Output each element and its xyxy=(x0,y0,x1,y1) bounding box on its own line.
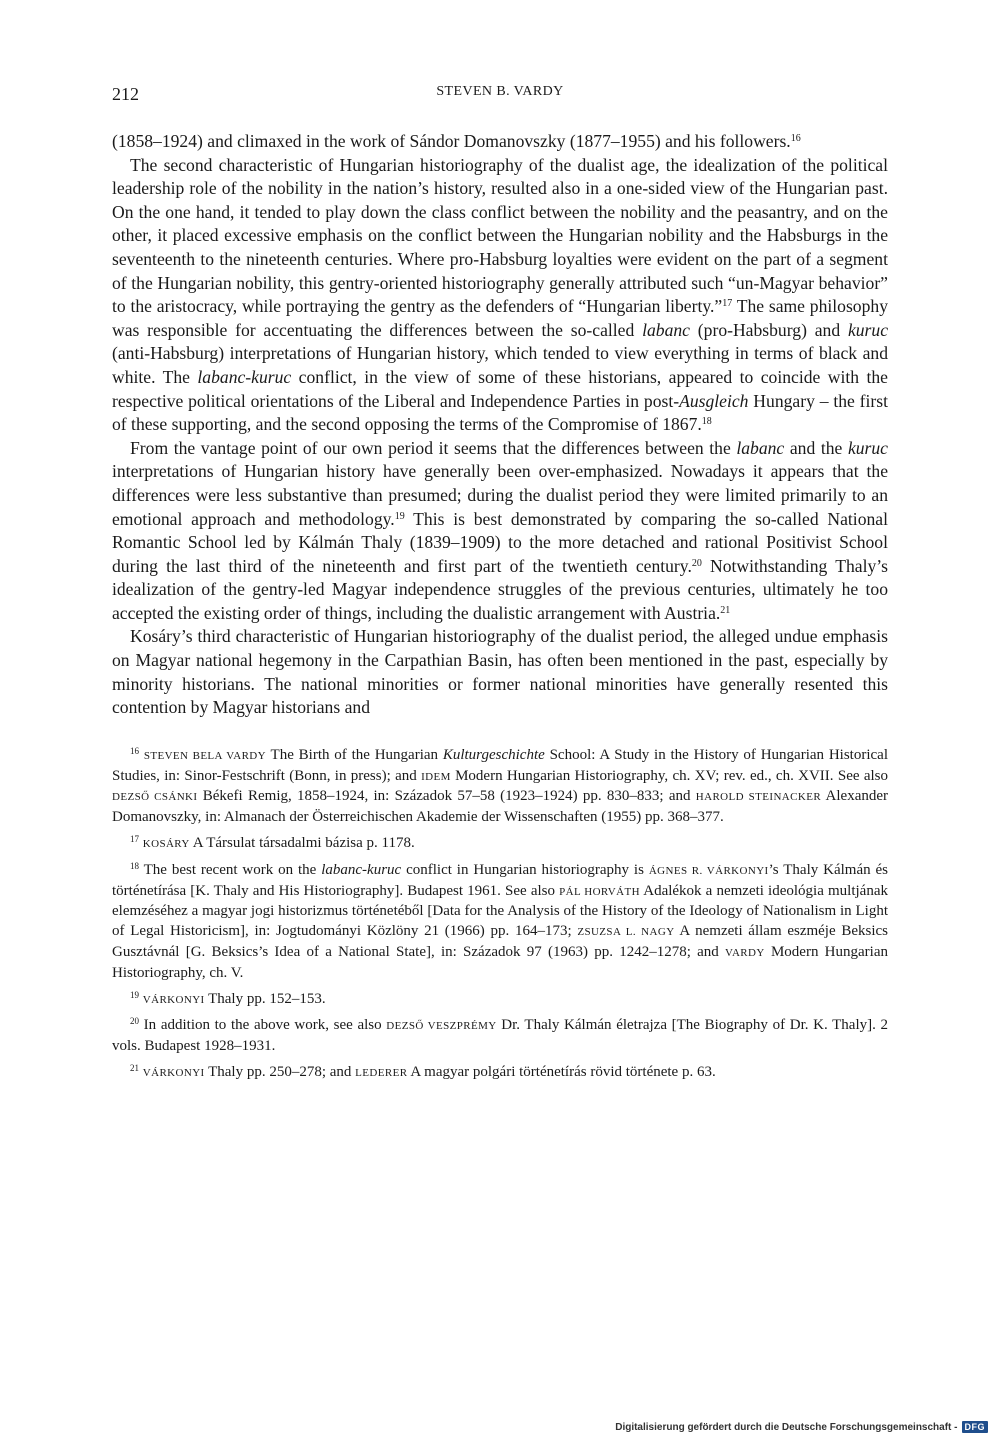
paragraph: (1858–1924) and climaxed in the work of Sándor Domanovszky (1877–1955) and his followers.$^{16}$ xyxy=(112,131,801,151)
footnote: $^{20}$ In addition to the above work, see also DEZSŐ VESZPRÉMY Dr. Thaly Kálmán életrajza [The Biography of Dr. K. Thaly]. 2 vols. Budapest 1928–1931. xyxy=(112,1016,889,1055)
footnote-ref: 18 xyxy=(701,416,712,428)
footnote-ref: 16 xyxy=(790,133,801,144)
page-number: 212 xyxy=(112,84,139,104)
paragraph: The second characteristic of Hungarian historiography of the dualist age, the idealization of the political leadership role of the nobility in the nation’s history, resulted also in a one-sided view of the Hungarian past. On the one hand, it tended to play down the class conflict between the nobility and the peasantry, and on the other, it placed excessive emphasis on the conflict between the Hungarian nobility and the Habsburgs in the seventeenth to the nineteenth centuries. Where pro-Habsburg loyalties were evident on the part of a segment of the Hungarian nobility, this gentry-oriented historiography generally attributed such “un-Magyar behavior” to the aristocracy, while portraying the gentry as the defenders of “Hungarian liberty.”$^{17}$ The same philosophy was responsible for accentuating the differences between the so-called labanc (pro-Habsburg) and kuruc (anti-Habsburg) interpretations of Hungarian history, which tended to view everything in terms of black and white. The labanc-kuruc conflict, in the view of some of these historians, appeared to coincide with the respective political orientations of the Liberal and Independence Parties in post-Ausgleich Hungary – the first of these supporting, and the second opposing the terms of the Compromise of 1867.18 xyxy=(112,154,889,435)
footnote-ref: 20 xyxy=(691,557,702,569)
footnote: $^{21}$ VÁRKONYI Thaly pp. 250–278; and LEDERER A magyar polgári történetírás rövid története p. 63. xyxy=(130,1063,716,1080)
dfg-logo-icon: DFG xyxy=(962,1421,989,1433)
footnotes xyxy=(112,746,888,1084)
paragraph: Kosáry’s third characteristic of Hungarian historiography of the dualist period, the alleged undue emphasis on Magyar national hegemony in the Carpathian Basin, has often been mentioned in the past, especially by minority historians. The national minorities or former national minorities have generally resented this contention by Magyar historians and xyxy=(112,626,888,718)
footnote-ref: 19 xyxy=(394,510,405,522)
paragraph: From the vantage point of our own period it seems that the differences between the labanc and the kuruc interpretations of Hungarian history have generally been over-emphasized. Nowadays it appears that the differences were less substantive than presumed; during the dualist period they were limited primarily to an emotional approach and methodology.$^{19}$ This is best demonstrated by comparing the so-called National Romantic School led by Kálmán Thaly (1839–1909) to the more detached and rational Positivist School during the last third of the nineteenth and first part of the twentieth century.$^{20}$ Notwithstanding Thaly’s idealization of the gentry-led Magyar independence struggles of the previous centuries, ultimately he too accepted the existing order of things, including the dualistic arrangement with Austria.$^{21}$ xyxy=(112,437,888,623)
credit-text: Digitalisierung gefördert durch die Deutsche Forschungsgemeinschaft - xyxy=(615,1421,958,1433)
footnote: $^{16}$ STEVEN BELA VARDY The Birth of the Hungarian Kulturgeschichte School: A Study in the History of Hungarian Historical Studies, in: Sinor-Festschrift (Bonn, in press); and IDEM Modern Hungarian Historiography, ch. XV; rev. ed., ch. XVII. See also DEZSŐ CSÁNKI Békefi Remig, 1858–1924, in: Századok 57–58 (1923–1924) pp. 830–833; and HAROLD STEINACKER Alexander Domanovszky, in: Almanach der Österreichischen Akademie der Wissenschaften (1955) pp. 368–377. xyxy=(112,745,888,826)
page xyxy=(112,84,888,1090)
footnote: $^{17}$ KOSÁRY A Társulat társadalmi bázisa p. 1178. xyxy=(130,834,415,852)
footnote-ref: 21 xyxy=(720,604,731,616)
digitization-credit xyxy=(615,1421,988,1433)
footnote: $^{18}$ The best recent work on the labanc-kuruc conflict in Hungarian historiography is ÁGNES R. VÁRKONYI’s Thaly Kálmán és történetírása [K. Thaly and His Historiography]. Budapest 1961. See also PÁL HORVÁTH Adalékok a nemzeti ideológia multjának elemzéséhez a magyar jogi historizmus történetéből [Data for the Analysis of the History of the Ideology of Nationalism in Light of Legal Historicism], in: Jogtudományi Közlöny 21 (1966) pp. 164–173; ZSUZSA L. NAGY A nemzeti állam eszméje Beksics Gusztávnál [G. Beksics’s Idea of a National State], in: Századok 97 (1963) pp. 1242–1278; and VARDY Modern Hungarian Historiography, ch. V. xyxy=(112,860,889,981)
footnote: $^{19}$ VÁRKONYI Thaly pp. 152–153. xyxy=(130,989,326,1007)
footnote-ref: 17 xyxy=(722,298,733,310)
page-header xyxy=(112,84,888,110)
body-text xyxy=(112,130,888,720)
running-head: STEVEN B. VARDY xyxy=(436,84,564,99)
